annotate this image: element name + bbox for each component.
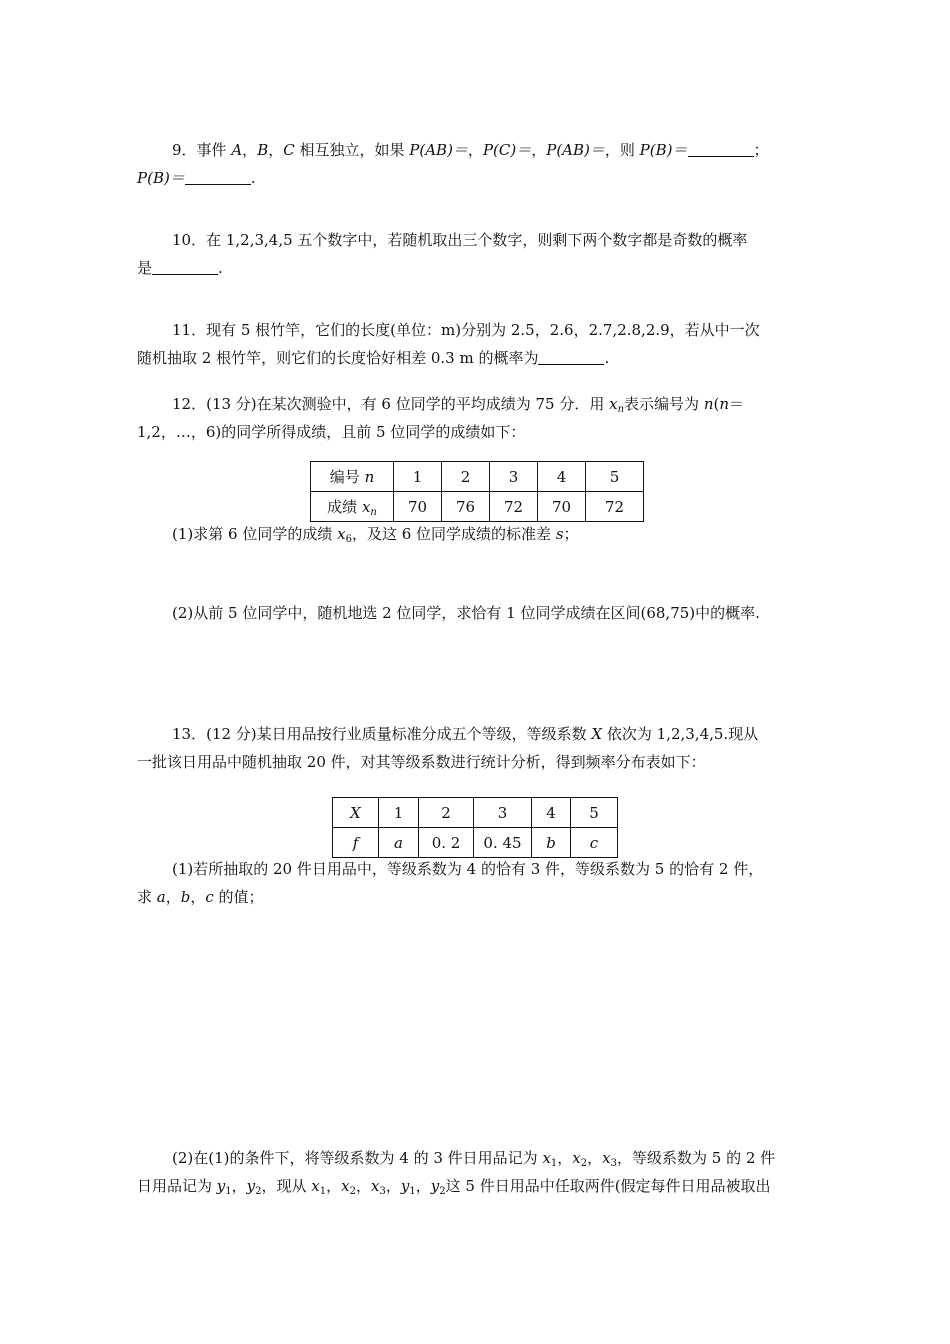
q13-part2-line2 (137, 1176, 817, 1196)
q13-line2: 一批该日用品中随机抽取 20 件，对其等级系数进行统计分析，得到频率分布表如下： (137, 753, 706, 771)
prob-expr: P(AB)＝ (409, 141, 468, 159)
q9-number: 9． (172, 141, 197, 159)
sub-n: n (370, 507, 377, 518)
q12-text: ＝ (729, 395, 745, 413)
table-cell: 0. 2 (419, 828, 474, 858)
sep: ， (231, 1177, 247, 1195)
sub: 1 (409, 1186, 416, 1197)
q13-text: ，现从 (261, 1177, 312, 1195)
q13-text: 这 5 件日用品中任取两件(假定每件日用品被取出 (445, 1177, 771, 1195)
q12-text: 表示编号为 (624, 395, 704, 413)
sep: ， (190, 888, 206, 906)
sep: ； (563, 525, 579, 543)
sub: 2 (349, 1186, 356, 1197)
answer-blank (538, 350, 604, 365)
table-row (333, 798, 618, 828)
sep: . (218, 259, 223, 277)
var-X: X (350, 803, 361, 822)
table-row (333, 828, 618, 858)
var-C: C (283, 141, 295, 159)
answer-blank (688, 142, 754, 157)
table-cell (571, 828, 618, 858)
var-c: c (205, 888, 214, 906)
sep: ， (165, 888, 181, 906)
table-row (311, 492, 644, 522)
sep: ， (531, 141, 547, 159)
sub: 1 (550, 1158, 558, 1169)
table-cell: 76 (442, 492, 490, 522)
table-cell: 0. 45 (474, 828, 532, 858)
sub: 2 (580, 1158, 588, 1169)
sep: ， (356, 1177, 372, 1195)
var-b: b (546, 833, 556, 852)
sep: . (604, 349, 610, 367)
sub: 3 (379, 1186, 386, 1197)
q13-part1-line2 (137, 887, 817, 907)
table-cell: 1 (379, 798, 419, 828)
q11-line2 (137, 348, 817, 368)
q13-frequency-table (332, 797, 618, 858)
row-label-cell (311, 462, 394, 492)
q12-text: 12．(13 分)在某次测验中，有 6 位同学的平均成绩为 75 分．用 (172, 395, 610, 413)
table-cell: 3 (490, 462, 538, 492)
sep: ， (326, 1177, 342, 1195)
table-cell: 4 (532, 798, 571, 828)
q13-text: 的值； (213, 888, 264, 906)
sub: 3 (610, 1158, 617, 1169)
q12-line2: 1,2，…，6)的同学所得成绩，且前 5 位同学的成绩如下： (137, 423, 526, 441)
table-cell (333, 828, 379, 858)
q9-text: ，则 (604, 141, 640, 159)
sub: 1 (225, 1186, 232, 1197)
var-x3: x (602, 1149, 611, 1167)
q9-text: 事件 (196, 141, 232, 159)
sep: . (250, 169, 256, 187)
table-cell: 5 (586, 462, 644, 492)
q13-text: 求 (137, 888, 157, 906)
q13-text: ，等级系数为 5 的 2 件 (617, 1149, 776, 1167)
table-cell (379, 828, 419, 858)
table-cell: 72 (586, 492, 644, 522)
var-c: c (589, 833, 599, 852)
sep: ； (753, 141, 769, 159)
var-n: n (364, 468, 375, 486)
var-x1: x (542, 1149, 551, 1167)
var-y1: y (216, 1177, 226, 1195)
prob-expr: P(AB)＝ (546, 141, 605, 159)
table-cell: 70 (394, 492, 442, 522)
var-x: x (337, 525, 346, 543)
sub-n: n (617, 404, 625, 415)
q9-line1 (172, 140, 817, 160)
q13-text: 依次为 1,2,3,4,5.现从 (602, 725, 759, 743)
var-b: b (180, 888, 191, 906)
table-cell: 2 (442, 462, 490, 492)
prob-expr: P(B)＝ (137, 169, 185, 187)
q9-line2 (137, 168, 817, 188)
var-x: x (361, 498, 371, 516)
table-cell (333, 798, 379, 828)
label: 编号 (329, 468, 360, 486)
var-n: n (703, 395, 714, 413)
sep: ， (467, 141, 483, 159)
var-s: s (555, 525, 564, 543)
answer-blank (185, 170, 251, 185)
table-row (311, 462, 644, 492)
var-y1: y (400, 1177, 410, 1195)
q12-score-table (310, 461, 644, 522)
var-y2: y (246, 1177, 256, 1195)
var-x2: x (341, 1177, 350, 1195)
q9-text: 相互独立，如果 (294, 141, 410, 159)
row-label-cell (311, 492, 394, 522)
table-cell: 70 (538, 492, 586, 522)
q12-part2: (2)从前 5 位同学中，随机地选 2 位同学，求恰有 1 位同学成绩在区间(68,75)中的概率. (172, 604, 760, 622)
var-B: B (257, 141, 269, 159)
q13-text: 日用品记为 (137, 1177, 217, 1195)
q13-part2-line1 (172, 1148, 817, 1168)
var-x: x (609, 395, 618, 413)
q13-line1 (172, 724, 817, 744)
var-x2: x (572, 1149, 581, 1167)
q13-part1-line1: (1)若所抽取的 20 件日用品中，等级系数为 4 的恰有 3 件，等级系数为 5 的恰有 2 件， (172, 860, 764, 878)
label: 成绩 (327, 498, 358, 516)
q12-line1 (172, 394, 817, 414)
answer-blank (152, 260, 218, 275)
prob-expr: P(C)＝ (482, 141, 532, 159)
q10-text: 是 (137, 259, 153, 277)
table-cell: 3 (474, 798, 532, 828)
q13-text: (2)在(1)的条件下，将等级系数为 4 的 3 件日用品记为 (172, 1149, 543, 1167)
table-cell: 1 (394, 462, 442, 492)
prob-expr: P(B)＝ (639, 141, 688, 159)
q12-text: (1)求第 6 位同学的成绩 (172, 525, 338, 543)
var-A: A (231, 141, 243, 159)
var-y2: y (430, 1177, 440, 1195)
var-a: a (156, 888, 166, 906)
var-X: X (591, 725, 603, 743)
sub-6: 6 (345, 534, 352, 545)
q12-text: ( (713, 395, 720, 413)
q10-line2 (137, 258, 817, 278)
var-a: a (394, 833, 403, 852)
var-n: n (719, 395, 730, 413)
sub: 2 (439, 1186, 446, 1197)
q11-text: 随机抽取 2 根竹竿，则它们的长度恰好相差 0.3 m 的概率为 (137, 349, 539, 367)
var-f: f (352, 833, 359, 852)
sub: 1 (319, 1186, 327, 1197)
q12-part1 (172, 524, 817, 544)
sep: ， (557, 1149, 573, 1167)
sub: 2 (255, 1186, 262, 1197)
sep: ， (587, 1149, 603, 1167)
table-cell: 4 (538, 462, 586, 492)
sep: ， (268, 141, 284, 159)
table-cell: 5 (571, 798, 618, 828)
q11-line1: 11．现有 5 根竹竿，它们的长度(单位：m)分别为 2.5，2.6，2.7,2.8,2.9，若从中一次 (172, 321, 760, 339)
table-cell: 72 (490, 492, 538, 522)
table-cell: 2 (419, 798, 474, 828)
var-x1: x (311, 1177, 320, 1195)
sep: ， (242, 141, 258, 159)
sep: ， (415, 1177, 431, 1195)
q10-line1: 10．在 1,2,3,4,5 五个数字中，若随机取出三个数字，则剩下两个数字都是奇数的概率 (172, 231, 748, 249)
sep: ， (385, 1177, 401, 1195)
q13-text: 13．(12 分)某日用品按行业质量标准分成五个等级，等级系数 (172, 725, 592, 743)
table-cell (532, 828, 571, 858)
q12-text: ，及这 6 位同学成绩的标准差 (351, 525, 556, 543)
var-x3: x (371, 1177, 380, 1195)
